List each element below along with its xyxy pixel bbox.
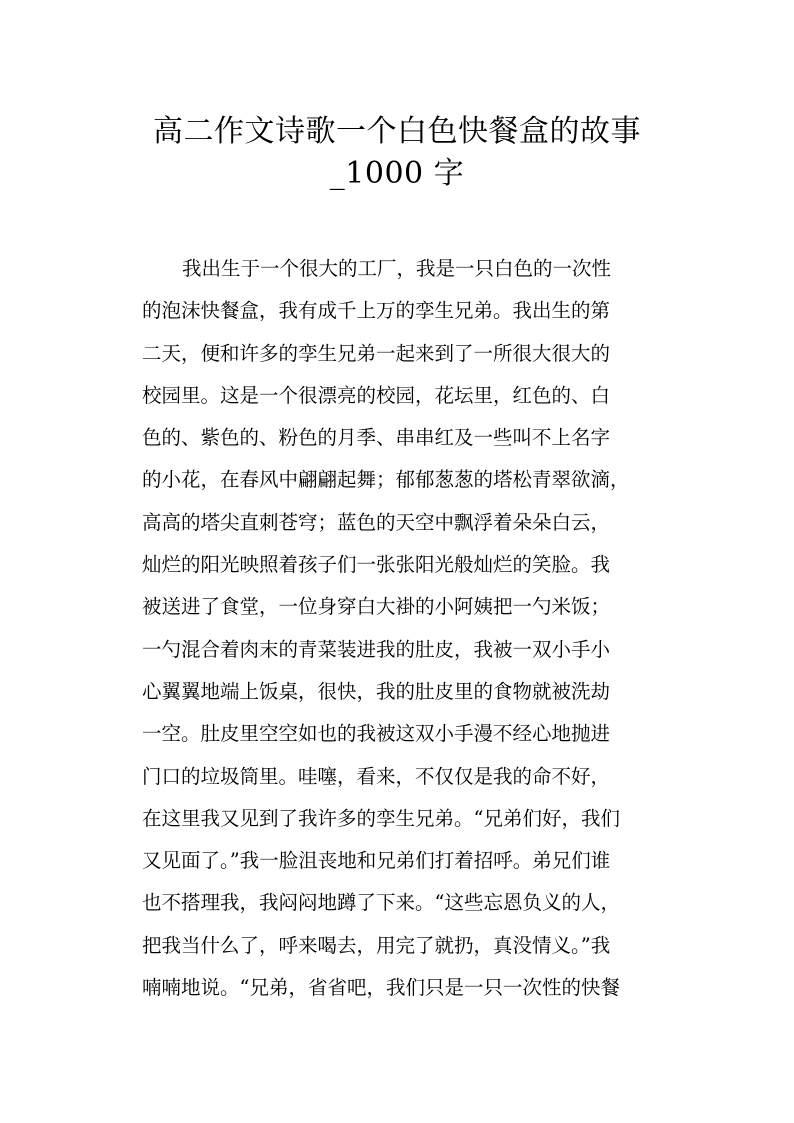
essay-line: 二天，便和许多的孪生兄弟一起来到了一所很大很大的 (142, 341, 611, 365)
essay-line: 色的、紫色的、粉色的月季、串串红及一些叫不上名字 (142, 426, 611, 450)
essay-line: 高高的塔尖直刺苍穹；蓝色的天空中飘浮着朵朵白云， (142, 510, 611, 534)
essay-line: 门口的垃圾筒里。哇噻，看来，不仅仅是我的命不好， (142, 764, 611, 788)
essay-line: 被送进了食堂，一位身穿白大褂的小阿姨把一勺米饭； (142, 595, 611, 619)
essay-line: 一空。肚皮里空空如也的我被这双小手漫不经心地抛进 (142, 722, 611, 746)
title-line-2: _1000 字 (329, 156, 465, 191)
title-line-1: 高二作文诗歌一个白色快餐盒的故事 (153, 114, 641, 149)
essay-line: 一勺混合着肉末的青菜装进我的肚皮，我被一双小手小 (142, 637, 611, 661)
essay-line: 把我当什么了，呼来喝去，用完了就扔，真没情义。”我 (142, 933, 611, 957)
essay-line: 喃喃地说。“兄弟，省省吧，我们只是一只一次性的快餐 (142, 976, 620, 1000)
essay-line: 又见面了。”我一脸沮丧地和兄弟们打着招呼。弟兄们谁 (142, 849, 611, 873)
essay-line: 的小花，在春风中翩翩起舞；郁郁葱葱的塔松青翠欲滴， (142, 468, 630, 492)
essay-line: 的泡沫快餐盒，我有成千上万的孪生兄弟。我出生的第 (142, 299, 611, 323)
essay-line: 也不搭理我，我闷闷地蹲了下来。“这些忘恩负义的人， (142, 891, 620, 915)
essay-body (142, 248, 682, 1009)
essay-line: 我出生于一个很大的工厂，我是一只白色的一次性 (182, 257, 612, 280)
essay-line: 灿烂的阳光映照着孩子们一张张阳光般灿烂的笑脸。我 (142, 553, 611, 577)
essay-line: 校园里。这是一个很漂亮的校园，花坛里，红色的、白 (142, 383, 611, 407)
essay-line: 心翼翼地端上饭桌，很快，我的肚皮里的食物就被洗劫 (142, 679, 611, 703)
essay-line: 在这里我又见到了我许多的孪生兄弟。“兄弟们好，我们 (142, 806, 620, 830)
